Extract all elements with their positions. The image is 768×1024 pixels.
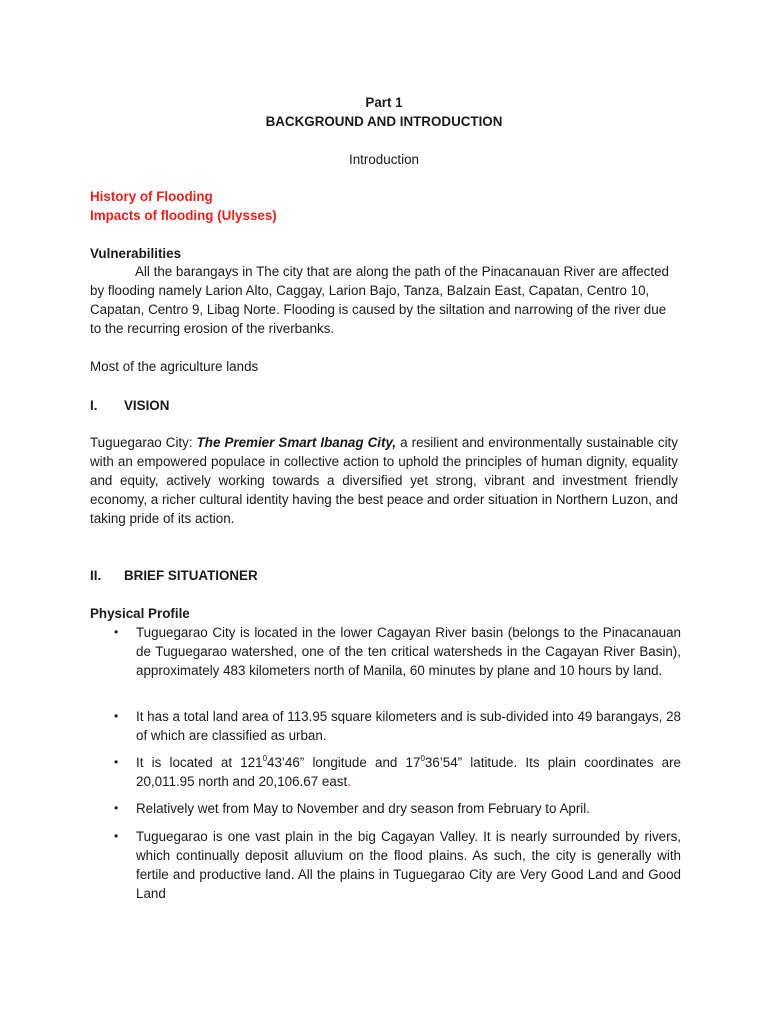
impacts-of-flooding-heading: Impacts of flooding (Ulysses): [90, 208, 277, 223]
vision-section-heading: [90, 396, 169, 415]
vision-emphasis: The Premier Smart Ibanag City,: [196, 435, 397, 450]
page-title: BACKGROUND AND INTRODUCTION: [265, 114, 503, 129]
coordinates-period: .: [347, 774, 351, 789]
agriculture-lands-text: Most of the agriculture lands: [90, 359, 259, 374]
degree-superscript: 0: [262, 754, 268, 763]
list-item: Tuguegarao City is located in the lower Cagayan River basin (belongs to the Pinacanauan de Tuguegarao watershed, one of the ten critical watersheds in the Cagayan River Basin), approximately 483 kilometers north of Manila, 60 minutes by plane and 10 hours by land.: [136, 625, 681, 678]
bullet-marker: •: [114, 709, 119, 723]
list-item: It has a total land area of 113.95 square kilometers and is sub-divided into 49 barangays, 28 of which are classified as urban.: [136, 709, 681, 743]
vision-section-number: I.: [90, 398, 98, 413]
bullet-marker: •: [114, 801, 119, 815]
degree-superscript: 0: [420, 754, 425, 763]
list-item: Tuguegarao is one vast plain in the big Cagayan Valley. It is nearly surrounded by rivers, which continually deposit alluvium on the flood plains. As such, the city is generally with fertile and productive land. All the plains in Tuguegarao City are Very Good Land and Good Land: [136, 829, 681, 901]
bullet-marker: •: [114, 755, 119, 769]
list-item: Relatively wet from May to November and dry season from February to April.: [136, 801, 590, 816]
history-of-flooding-heading: History of Flooding: [90, 189, 213, 204]
situationer-section-title: BRIEF SITUATIONER: [124, 568, 258, 583]
vision-paragraph: [90, 433, 678, 528]
vision-lead: Tuguegarao City:: [90, 435, 197, 450]
coordinates-text-part: 43’46” longitude and 17: [267, 755, 421, 770]
vulnerabilities-paragraph: All the barangays in The city that are along the path of the Pinacanauan River are affected by flooding namely Larion Alto, Caggay, Larion Bajo, Tanza, Balzain East, Capatan, Centro 10, Capatan, Centro 9, Libag Norte. Flooding is caused by the siltation and narrowing of the river due to the recurring erosion of the riverbanks.: [90, 264, 669, 336]
bullet-marker: •: [114, 625, 119, 639]
situationer-section-number: II.: [90, 568, 102, 583]
vision-body: a resilient and environmentally sustainable city with an empowered populace in collective action to uphold the principles of human dignity, equality and equity, actively working towards a diversified yet strong, vibrant and investment friendly economy, a richer cultural identity having the best peace and order situation in Northern Luzon, and taking pride of its action.: [90, 435, 678, 526]
list-item: [136, 753, 681, 791]
coordinates-text-part: It is located at 121: [136, 755, 263, 770]
physical-profile-heading: Physical Profile: [90, 606, 190, 621]
situationer-section-heading: [90, 566, 258, 585]
vision-section-title: VISION: [124, 398, 170, 413]
coordinates-text-part: 36’54” latitude. Its plain coordinates are 20,011.95 north and 20,106.67 east: [136, 755, 681, 789]
part-label: Part 1: [365, 95, 403, 110]
bullet-marker: •: [114, 829, 119, 843]
introduction-heading: Introduction: [349, 152, 419, 167]
vulnerabilities-heading: Vulnerabilities: [90, 246, 182, 261]
